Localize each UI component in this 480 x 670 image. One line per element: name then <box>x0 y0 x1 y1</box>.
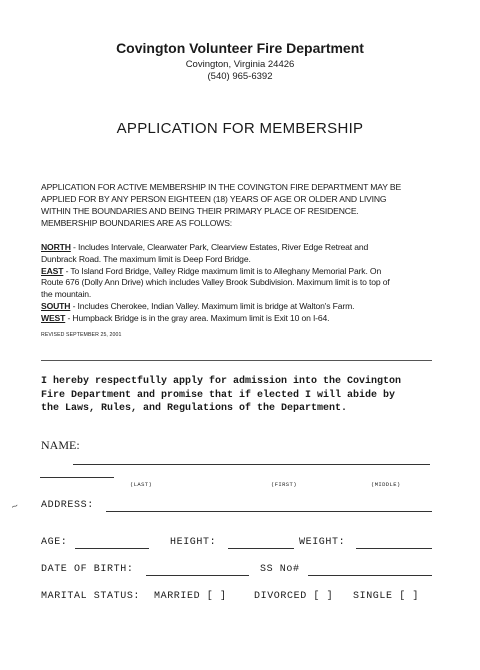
divorced-checkbox[interactable]: DIVORCED [ ] <box>254 591 334 602</box>
age-field[interactable] <box>75 548 149 549</box>
middle-name-caption: (MIDDLE) <box>371 481 401 488</box>
name-label: NAME: <box>41 438 80 452</box>
intro-line: APPLICATION FOR ACTIVE MEMBERSHIP IN THE COVINGTON FIRE DEPARTMENT MAY BE <box>41 182 402 192</box>
boundary-label-east: EAST <box>41 265 64 276</box>
boundary-label-west: WEST <box>41 312 66 323</box>
pledge-line: I hereby respectfully apply for admission into the Covington <box>41 376 402 387</box>
intro-line: APPLIED FOR BY ANY PERSON EIGHTEEN (18) YEARS OF AGE OR OLDER AND LIVING <box>41 194 387 204</box>
boundary-text: Dunbrack Road. The maximum limit is Deep Ford Bridge. <box>41 253 251 264</box>
boundary-south <box>41 301 466 313</box>
height-field[interactable] <box>228 548 294 549</box>
boundary-label-north: NORTH <box>41 242 71 252</box>
stray-pen-mark: ∼ <box>9 500 20 513</box>
organization-name: Covington Volunteer Fire Department <box>116 40 364 56</box>
boundary-text: Route 676 (Dolly Ann Drive) which includes Valley Brook Subdivision. Maximum limit is to top of <box>41 277 390 288</box>
boundary-label-south: SOUTH <box>41 300 71 311</box>
ss-number-label: SS No# <box>260 564 300 575</box>
boundary-text: - Humpback Bridge is in the gray area. Maximum limit is Exit 10 on I-64. <box>65 312 330 323</box>
boundary-text: the mountain. <box>41 289 92 300</box>
revision-note: REVISED SEPTEMBER 25, 2001 <box>41 332 122 338</box>
intro-line: MEMBERSHIP BOUNDARIES ARE AS FOLLOWS: <box>41 218 233 228</box>
name-prefix-line <box>40 477 114 478</box>
single-checkbox[interactable]: SINGLE [ ] <box>353 591 420 602</box>
address-label: ADDRESS: <box>41 500 94 511</box>
pledge-line: the Laws, Rules, and Regulations of the Department. <box>41 403 348 414</box>
ss-number-field[interactable] <box>308 575 432 576</box>
address-field[interactable] <box>106 511 432 512</box>
boundary-text: - Includes Intervale, Clearwater Park, Clearview Estates, River Edge Retreat and <box>70 242 369 252</box>
eligibility-paragraph <box>41 181 461 229</box>
boundary-north <box>41 242 466 254</box>
boundaries-list <box>41 242 466 325</box>
married-checkbox[interactable]: MARRIED [ ] <box>154 591 227 602</box>
pledge-line: Fire Department and promise that if elected I will abide by <box>41 389 396 401</box>
section-divider <box>41 360 432 361</box>
organization-phone: (540) 965-6392 <box>207 71 273 82</box>
age-label: AGE: <box>41 537 68 548</box>
boundary-text: - Includes Cherokee, Indian Valley. Maximum limit is bridge at Walton's Farm. <box>70 300 355 311</box>
date-of-birth-field[interactable] <box>146 575 249 576</box>
name-field[interactable] <box>73 464 430 465</box>
organization-address: Covington, Virginia 24426 <box>185 59 295 70</box>
weight-field[interactable] <box>356 548 432 549</box>
first-name-caption: (FIRST) <box>271 481 297 488</box>
marital-status-label: MARITAL STATUS: <box>41 591 141 602</box>
last-name-caption: (LAST) <box>130 481 153 488</box>
date-of-birth-label: DATE OF BIRTH: <box>41 564 134 575</box>
pledge-statement <box>41 375 471 416</box>
weight-label: WEIGHT: <box>299 537 346 548</box>
boundary-text: - To Island Ford Bridge, Valley Ridge maximum limit is to Alleghany Memorial Park. On <box>63 265 382 276</box>
boundary-east <box>41 266 466 278</box>
intro-line: WITHIN THE BOUNDARIES AND BEING THEIR PRIMARY PLACE OF RESIDENCE. <box>41 206 359 216</box>
height-label: HEIGHT: <box>170 537 217 548</box>
document-title: APPLICATION FOR MEMBERSHIP <box>116 120 364 137</box>
boundary-west <box>41 313 466 325</box>
